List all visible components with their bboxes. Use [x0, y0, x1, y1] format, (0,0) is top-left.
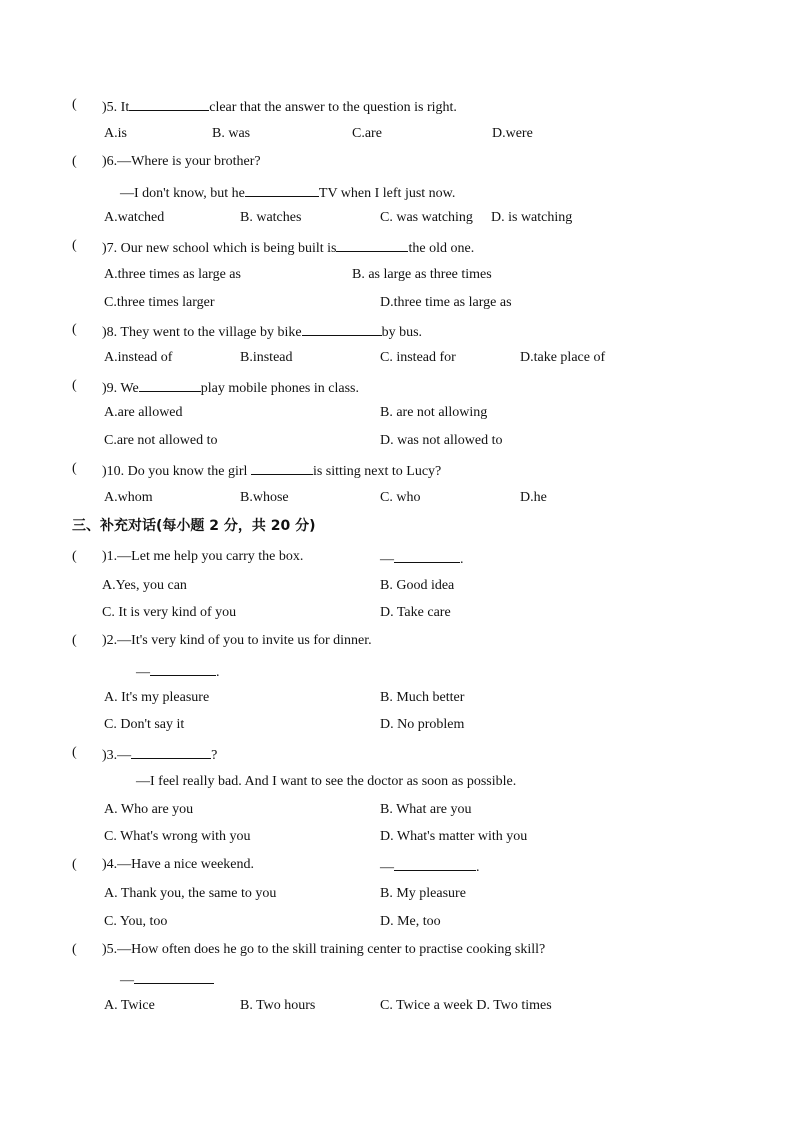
question-text: We — [120, 381, 139, 396]
question-number: )10. — [102, 464, 125, 479]
answer-paren: ( — [72, 857, 77, 872]
section-title: 三、补充对话(每小题 2 分，共 20 分) — [72, 518, 316, 534]
option-a[interactable]: A.is — [104, 126, 127, 141]
option-b[interactable]: B. What are you — [380, 802, 472, 817]
question-text: —How often does he go to the skill training center to practise cooking skill? — [117, 942, 546, 957]
question-number: )2. — [102, 633, 118, 648]
option-c[interactable]: C. instead for — [380, 350, 456, 365]
question-text: play mobile phones in class. — [200, 381, 359, 396]
option-d[interactable]: D.take place of — [520, 350, 606, 365]
dash: — — [117, 748, 132, 763]
dialog-question-2 — [102, 632, 372, 650]
dialog-question-1 — [102, 548, 303, 566]
reply-line: —I feel really bad. And I want to see the doctor as soon as possible. — [136, 774, 517, 789]
answer-blank[interactable] — [302, 321, 382, 336]
option-c[interactable]: C. What's wrong with you — [104, 829, 251, 844]
question-number: )5. — [102, 942, 118, 957]
answer-paren: ( — [72, 97, 77, 112]
option-c[interactable]: C. who — [380, 490, 421, 505]
question-number: )9. — [102, 381, 118, 396]
option-c[interactable]: C. You, too — [104, 914, 168, 929]
question-number: )6. — [102, 154, 118, 169]
option-c[interactable]: C. Twice a week D. Two times — [380, 998, 552, 1013]
option-c[interactable]: C.are — [352, 126, 382, 141]
question-text: They went to the village by bike — [120, 325, 302, 340]
question-mark: ? — [211, 748, 218, 763]
option-d[interactable]: D. Take care — [380, 605, 451, 620]
question-text: —I don't know, but he — [120, 186, 245, 201]
option-a[interactable]: A.three times as large as — [104, 267, 241, 282]
dialog-question-4 — [102, 856, 254, 874]
question-text: —Where is your brother? — [117, 154, 261, 169]
question-text: —Have a nice weekend. — [117, 857, 254, 872]
option-b[interactable]: B. as large as three times — [352, 267, 492, 282]
dash: — — [380, 552, 394, 567]
option-b[interactable]: B.whose — [240, 490, 289, 505]
question-text: —It's very kind of you to invite us for dinner. — [117, 633, 372, 648]
dash: — — [120, 973, 134, 988]
option-a[interactable]: A.watched — [104, 210, 165, 225]
option-d[interactable]: D. is watching — [491, 210, 573, 225]
option-b[interactable]: B. are not allowing — [380, 405, 488, 420]
question-number: )8. — [102, 325, 118, 340]
option-a[interactable]: A.are allowed — [104, 405, 183, 420]
answer-blank[interactable] — [129, 96, 209, 111]
reply-line: — . — [380, 856, 480, 877]
answer-blank[interactable] — [394, 548, 460, 563]
question-6-reply — [120, 182, 455, 203]
question-text: Our new school which is being built is — [120, 241, 337, 256]
answer-paren: ( — [72, 942, 77, 957]
answer-blank[interactable] — [131, 744, 211, 759]
answer-blank[interactable] — [134, 969, 214, 984]
dialog-question-5 — [102, 941, 545, 959]
option-b[interactable]: B. was — [212, 126, 251, 141]
option-c[interactable]: C. was watching — [380, 210, 473, 225]
answer-paren: ( — [72, 238, 77, 253]
answer-paren: ( — [72, 322, 77, 337]
option-d[interactable]: D.were — [492, 126, 533, 141]
question-number: )5. — [102, 100, 118, 115]
question-number: )4. — [102, 857, 118, 872]
question-text: clear that the answer to the question is right. — [209, 100, 457, 115]
option-c[interactable]: C.are not allowed to — [104, 433, 218, 448]
option-a[interactable]: A. Who are you — [104, 802, 194, 817]
question-8 — [102, 321, 422, 342]
dash: — — [136, 665, 150, 680]
answer-paren: ( — [72, 378, 77, 393]
answer-paren: ( — [72, 461, 77, 476]
reply-line — [120, 969, 214, 990]
option-d[interactable]: D.he — [520, 490, 547, 505]
option-d[interactable]: D. Me, too — [380, 914, 441, 929]
option-d[interactable]: D. What's matter with you — [380, 829, 528, 844]
option-a[interactable]: A.Yes, you can — [102, 578, 187, 593]
question-number: )1. — [102, 549, 118, 564]
question-text: is sitting next to Lucy? — [312, 464, 442, 479]
option-b[interactable]: B.instead — [240, 350, 293, 365]
question-text: It — [120, 100, 130, 115]
question-text: —Let me help you carry the box. — [117, 549, 304, 564]
option-a[interactable]: A. It's my pleasure — [104, 690, 210, 705]
question-text: the old one. — [408, 241, 475, 256]
option-d[interactable]: D. No problem — [380, 717, 465, 732]
answer-paren: ( — [72, 549, 77, 564]
answer-blank[interactable] — [336, 237, 408, 252]
answer-blank[interactable] — [251, 460, 313, 475]
question-7 — [102, 237, 474, 258]
answer-blank[interactable] — [245, 182, 319, 197]
option-c[interactable]: C. It is very kind of you — [102, 605, 237, 620]
option-d[interactable]: D. was not allowed to — [380, 433, 503, 448]
answer-paren: ( — [72, 154, 77, 169]
option-c[interactable]: C.three times larger — [104, 295, 215, 310]
answer-blank[interactable] — [150, 661, 216, 676]
option-d[interactable]: D.three time as large as — [380, 295, 512, 310]
option-a[interactable]: A. Thank you, the same to you — [104, 886, 277, 901]
option-b[interactable]: B. Good idea — [380, 578, 455, 593]
question-text: Do you know the girl — [127, 464, 248, 479]
reply-line: — . — [136, 661, 220, 682]
option-a[interactable]: A.whom — [104, 490, 153, 505]
reply-line: — . — [380, 548, 464, 569]
option-a[interactable]: A. Twice — [104, 998, 155, 1013]
question-text: TV when I left just now. — [318, 186, 456, 201]
question-text: by bus. — [381, 325, 423, 340]
answer-blank[interactable] — [139, 377, 201, 392]
answer-paren: ( — [72, 745, 77, 760]
question-number: )7. — [102, 241, 118, 256]
question-number: )3. — [102, 748, 118, 763]
option-b[interactable]: B. Two hours — [240, 998, 316, 1013]
dialog-question-3 — [102, 744, 217, 765]
option-a[interactable]: A.instead of — [104, 350, 173, 365]
question-6 — [102, 153, 261, 171]
answer-paren: ( — [72, 633, 77, 648]
answer-blank[interactable] — [394, 856, 476, 871]
option-b[interactable]: B. My pleasure — [380, 886, 466, 901]
question-5 — [102, 96, 457, 117]
question-10 — [102, 460, 441, 481]
option-b[interactable]: B. watches — [240, 210, 302, 225]
dash: — — [380, 860, 394, 875]
question-9 — [102, 377, 359, 398]
option-b[interactable]: B. Much better — [380, 690, 465, 705]
option-c[interactable]: C. Don't say it — [104, 717, 185, 732]
